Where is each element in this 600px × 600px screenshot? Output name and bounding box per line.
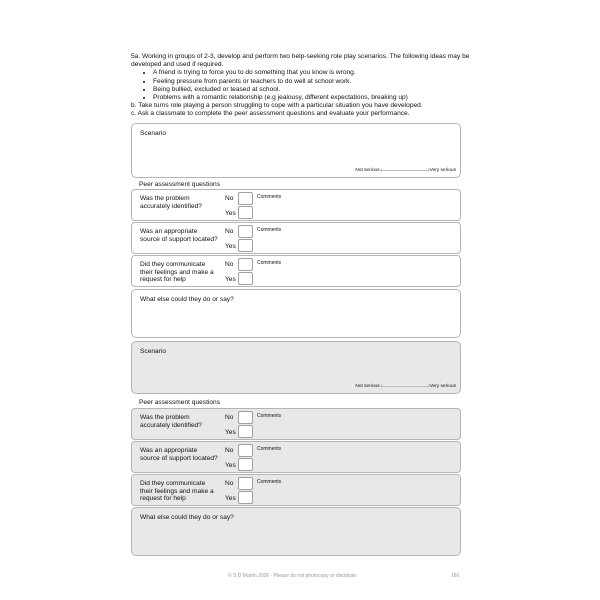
idea-list — [131, 69, 471, 102]
no-checkbox[interactable] — [238, 258, 253, 271]
question-row — [131, 189, 461, 221]
no-checkbox[interactable] — [238, 444, 253, 457]
yes-checkbox[interactable] — [238, 491, 253, 504]
comments-field[interactable]: Comments — [257, 446, 282, 452]
comments-field[interactable]: Comments — [257, 194, 282, 200]
peer-assessment-label: Peer assessment questions — [139, 181, 220, 188]
scenario-label: Scenario — [140, 348, 167, 355]
instruction-c: c. Ask a classmate to complete the peer assessment questions and evaluate your performance. — [131, 110, 410, 118]
no-label: No — [225, 195, 234, 202]
copyright-notice: © S D Martin 2026 - Please do not photocopy or distribute — [228, 573, 357, 579]
scale-right-label: Very serious — [429, 384, 456, 389]
comments-field[interactable]: Comments — [257, 260, 282, 266]
question-row — [131, 222, 461, 254]
instructions — [131, 53, 471, 119]
comments-field[interactable]: Comments — [257, 227, 282, 233]
scale-left-label: Not serious — [355, 384, 380, 389]
question-row — [131, 408, 461, 440]
double-arrow-icon — [382, 386, 428, 387]
yes-checkbox[interactable] — [238, 458, 253, 471]
yes-label: Yes — [225, 276, 236, 283]
question-text: Did they communicate their feelings and make a request for help — [140, 480, 214, 503]
yes-checkbox[interactable] — [238, 425, 253, 438]
no-checkbox[interactable] — [238, 192, 253, 205]
no-checkbox[interactable] — [238, 411, 253, 424]
question-text: Was the problem accurately identified? — [140, 195, 202, 210]
yes-label: Yes — [225, 210, 236, 217]
scenario-label: Scenario — [140, 130, 167, 137]
yes-checkbox[interactable] — [238, 239, 253, 252]
seriousness-scale — [355, 384, 456, 389]
what-else-box-1[interactable] — [131, 289, 461, 338]
comments-field[interactable]: Comments — [257, 479, 282, 485]
no-checkbox[interactable] — [238, 477, 253, 490]
scenario-box-1[interactable] — [131, 123, 461, 178]
question-row — [131, 474, 461, 506]
idea-item: • Problems with a romantic relationship (e.g jealousy, different expectations, breaking up) — [153, 94, 471, 102]
no-label: No — [225, 480, 234, 487]
idea-item: • Being bullied, excluded or teased at school. — [153, 86, 471, 94]
scale-left-label: Not serious — [355, 168, 380, 173]
question-text: Was an appropriate source of support located? — [140, 447, 218, 462]
question-text: Was the problem accurately identified? — [140, 414, 202, 429]
yes-checkbox[interactable] — [238, 272, 253, 285]
idea-item: • A friend is trying to force you to do something that you know is wrong. — [153, 69, 471, 77]
no-label: No — [225, 261, 234, 268]
yes-label: Yes — [225, 243, 236, 250]
what-else-box-2[interactable] — [131, 507, 461, 556]
what-else-label: What else could they do or say? — [140, 514, 234, 521]
question-text: Did they communicate their feelings and make a request for help — [140, 261, 214, 284]
yes-label: Yes — [225, 429, 236, 436]
no-label: No — [225, 414, 234, 421]
what-else-label: What else could they do or say? — [140, 296, 234, 303]
peer-assessment-label: Peer assessment questions — [139, 399, 220, 406]
instruction-b: b. Take turns role playing a person struggling to cope with a particular situation you have developed. — [131, 102, 423, 110]
double-arrow-icon — [382, 170, 428, 171]
scale-right-label: Very serious — [429, 168, 456, 173]
question-text: Was an appropriate source of support located? — [140, 228, 218, 243]
question-row — [131, 441, 461, 473]
yes-label: Yes — [225, 495, 236, 502]
scenario-box-2[interactable] — [131, 341, 461, 394]
no-label: No — [225, 447, 234, 454]
comments-field[interactable]: Comments — [257, 413, 282, 419]
yes-label: Yes — [225, 462, 236, 469]
question-row — [131, 255, 461, 287]
no-checkbox[interactable] — [238, 225, 253, 238]
idea-item: • Feeling pressure from parents or teachers to do well at school work. — [153, 78, 471, 86]
no-label: No — [225, 228, 234, 235]
yes-checkbox[interactable] — [238, 206, 253, 219]
instruction-5a: 5a. Working in groups of 2-3, develop and perform two help-seeking role play scenarios. The following ideas may be developed and used if required. — [131, 53, 470, 69]
seriousness-scale — [355, 168, 456, 173]
page-number: 160 — [451, 573, 460, 579]
